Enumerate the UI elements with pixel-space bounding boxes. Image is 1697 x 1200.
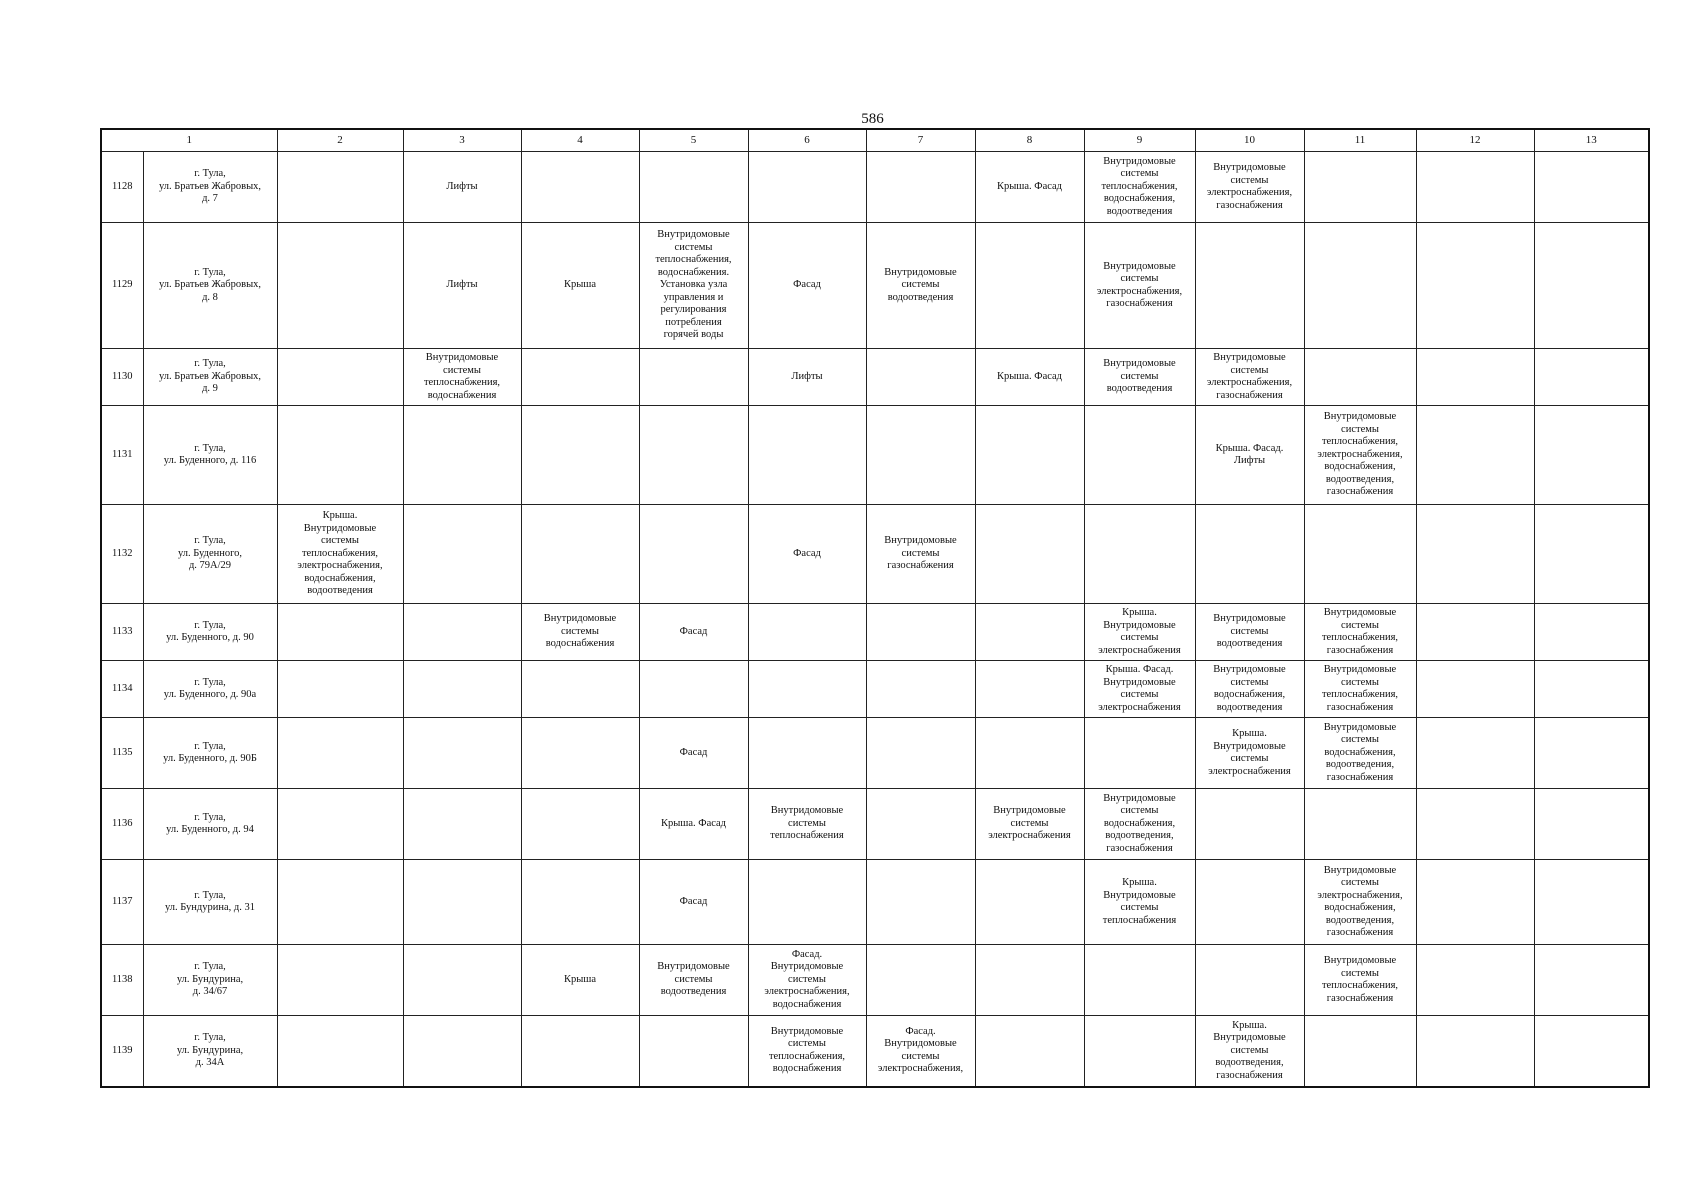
table-row (101, 661, 1649, 718)
work-cell-col-2 (277, 718, 403, 789)
work-cell-col-8 (975, 1016, 1084, 1087)
work-cell-col-6 (748, 152, 866, 223)
work-cell-col-6 (748, 406, 866, 505)
work-cell-col-3 (403, 604, 521, 661)
work-cell-col-8 (975, 718, 1084, 789)
work-cell-col-11: Внутридомовые системы теплоснабжения, газоснабжения (1304, 661, 1416, 718)
work-cell-col-4 (521, 860, 639, 945)
work-cell-col-2 (277, 349, 403, 406)
work-cell-col-6: Фасад. Внутридомовые системы электроснабжения, водоснабжения (748, 945, 866, 1016)
header-cell: 7 (866, 129, 975, 152)
work-cell-col-10: Внутридомовые системы водоснабжения, водоотведения (1195, 661, 1304, 718)
work-cell-col-12 (1416, 604, 1534, 661)
work-cell-col-10 (1195, 505, 1304, 604)
work-cell-col-12 (1416, 860, 1534, 945)
work-cell-col-2 (277, 789, 403, 860)
work-cell-col-3 (403, 406, 521, 505)
header-cell: 13 (1534, 129, 1649, 152)
work-cell-col-13 (1534, 718, 1649, 789)
work-cell-col-9: Внутридомовые системы водоснабжения, водоотведения, газоснабжения (1084, 789, 1195, 860)
work-cell-col-4 (521, 661, 639, 718)
work-cell-col-8 (975, 604, 1084, 661)
work-cell-col-8: Внутридомовые системы электроснабжения (975, 789, 1084, 860)
work-cell-col-9 (1084, 1016, 1195, 1087)
header-cell: 4 (521, 129, 639, 152)
address-cell: г. Тула, ул. Братьев Жабровых, д. 9 (143, 349, 277, 406)
address-cell: г. Тула, ул. Братьев Жабровых, д. 7 (143, 152, 277, 223)
work-cell-col-9: Крыша. Фасад. Внутридомовые системы электроснабжения (1084, 661, 1195, 718)
work-cell-col-2 (277, 860, 403, 945)
table-row (101, 945, 1649, 1016)
work-cell-col-4 (521, 349, 639, 406)
work-cell-col-3 (403, 945, 521, 1016)
work-cell-col-11 (1304, 223, 1416, 349)
work-cell-col-7: Внутридомовые системы газоснабжения (866, 505, 975, 604)
work-cell-col-10: Крыша. Внутридомовые системы электроснабжения (1195, 718, 1304, 789)
work-cell-col-6: Фасад (748, 505, 866, 604)
table-row (101, 718, 1649, 789)
repair-schedule-table (100, 128, 1650, 1088)
work-cell-col-6: Лифты (748, 349, 866, 406)
work-cell-col-8 (975, 860, 1084, 945)
address-cell: г. Тула, ул. Буденного, д. 90 (143, 604, 277, 661)
work-cell-col-8 (975, 406, 1084, 505)
work-cell-col-12 (1416, 718, 1534, 789)
header-cell: 6 (748, 129, 866, 152)
work-cell-col-10: Внутридомовые системы электроснабжения, газоснабжения (1195, 152, 1304, 223)
work-cell-col-4 (521, 152, 639, 223)
work-cell-col-12 (1416, 505, 1534, 604)
work-cell-col-10: Внутридомовые системы электроснабжения, газоснабжения (1195, 349, 1304, 406)
page-number: 586 (861, 111, 884, 127)
work-cell-col-2 (277, 1016, 403, 1087)
work-cell-col-4: Крыша (521, 945, 639, 1016)
work-cell-col-13 (1534, 152, 1649, 223)
work-cell-col-4 (521, 505, 639, 604)
row-number: 1130 (101, 349, 143, 406)
work-cell-col-13 (1534, 406, 1649, 505)
work-cell-col-2 (277, 661, 403, 718)
work-cell-col-10 (1195, 860, 1304, 945)
row-number: 1139 (101, 1016, 143, 1087)
address-cell: г. Тула, ул. Братьев Жабровых, д. 8 (143, 223, 277, 349)
work-cell-col-2 (277, 152, 403, 223)
address-cell: г. Тула, ул. Буденного, д. 90а (143, 661, 277, 718)
work-cell-col-9: Внутридомовые системы электроснабжения, газоснабжения (1084, 223, 1195, 349)
work-cell-col-13 (1534, 223, 1649, 349)
table-row (101, 223, 1649, 349)
address-cell: г. Тула, ул. Буденного, д. 79А/29 (143, 505, 277, 604)
address-cell: г. Тула, ул. Бундурина, д. 34А (143, 1016, 277, 1087)
work-cell-col-12 (1416, 223, 1534, 349)
work-cell-col-6 (748, 718, 866, 789)
work-cell-col-9 (1084, 406, 1195, 505)
row-number: 1138 (101, 945, 143, 1016)
header-cell: 1 (101, 129, 277, 152)
work-cell-col-5 (639, 1016, 748, 1087)
work-cell-col-6 (748, 604, 866, 661)
work-cell-col-10: Внутридомовые системы водоотведения (1195, 604, 1304, 661)
address-cell: г. Тула, ул. Бундурина, д. 34/67 (143, 945, 277, 1016)
row-number: 1137 (101, 860, 143, 945)
work-cell-col-9: Крыша. Внутридомовые системы теплоснабжения (1084, 860, 1195, 945)
work-cell-col-13 (1534, 945, 1649, 1016)
work-cell-col-7 (866, 406, 975, 505)
work-cell-col-2: Крыша. Внутридомовые системы теплоснабжения, электроснабжения, водоснабжения, водоотведения (277, 505, 403, 604)
work-cell-col-7 (866, 789, 975, 860)
work-cell-col-3 (403, 718, 521, 789)
work-cell-col-11: Внутридомовые системы теплоснабжения, газоснабжения (1304, 945, 1416, 1016)
table-row (101, 1016, 1649, 1087)
work-cell-col-8 (975, 661, 1084, 718)
work-cell-col-2 (277, 604, 403, 661)
work-cell-col-13 (1534, 789, 1649, 860)
work-cell-col-10 (1195, 945, 1304, 1016)
work-cell-col-12 (1416, 1016, 1534, 1087)
work-cell-col-5: Внутридомовые системы теплоснабжения, водоснабжения. Установка узла управления и регулирования потребления горячей воды (639, 223, 748, 349)
work-cell-col-4: Внутридомовые системы водоснабжения (521, 604, 639, 661)
work-cell-col-4: Крыша (521, 223, 639, 349)
work-cell-col-11 (1304, 505, 1416, 604)
work-cell-col-3 (403, 860, 521, 945)
table-row (101, 406, 1649, 505)
address-cell: г. Тула, ул. Буденного, д. 90Б (143, 718, 277, 789)
work-cell-col-7 (866, 718, 975, 789)
work-cell-col-5 (639, 349, 748, 406)
work-cell-col-13 (1534, 604, 1649, 661)
work-cell-col-7 (866, 604, 975, 661)
header-cell: 3 (403, 129, 521, 152)
header-cell: 5 (639, 129, 748, 152)
header-cell: 9 (1084, 129, 1195, 152)
work-cell-col-11 (1304, 789, 1416, 860)
work-cell-col-5: Фасад (639, 860, 748, 945)
row-number: 1134 (101, 661, 143, 718)
work-cell-col-11 (1304, 1016, 1416, 1087)
work-cell-col-9: Внутридомовые системы водоотведения (1084, 349, 1195, 406)
work-cell-col-4 (521, 789, 639, 860)
work-cell-col-13 (1534, 505, 1649, 604)
address-cell: г. Тула, ул. Буденного, д. 116 (143, 406, 277, 505)
work-cell-col-5 (639, 406, 748, 505)
table-row (101, 860, 1649, 945)
work-cell-col-11: Внутридомовые системы электроснабжения, водоснабжения, водоотведения, газоснабжения (1304, 860, 1416, 945)
work-cell-col-3 (403, 661, 521, 718)
work-cell-col-2 (277, 406, 403, 505)
address-cell: г. Тула, ул. Бундурина, д. 31 (143, 860, 277, 945)
table-row (101, 152, 1649, 223)
row-number: 1131 (101, 406, 143, 505)
work-cell-col-6: Фасад (748, 223, 866, 349)
work-cell-col-12 (1416, 406, 1534, 505)
work-cell-col-5 (639, 505, 748, 604)
table-row (101, 789, 1649, 860)
work-cell-col-11 (1304, 152, 1416, 223)
row-number: 1132 (101, 505, 143, 604)
work-cell-col-7: Фасад. Внутридомовые системы электроснабжения, (866, 1016, 975, 1087)
work-cell-col-9 (1084, 505, 1195, 604)
work-cell-col-7 (866, 860, 975, 945)
work-cell-col-2 (277, 945, 403, 1016)
work-cell-col-13 (1534, 1016, 1649, 1087)
work-cell-col-10 (1195, 789, 1304, 860)
work-cell-col-7 (866, 945, 975, 1016)
work-cell-col-2 (277, 223, 403, 349)
work-cell-col-6: Внутридомовые системы теплоснабжения (748, 789, 866, 860)
work-cell-col-12 (1416, 661, 1534, 718)
work-cell-col-7 (866, 152, 975, 223)
work-cell-col-3: Лифты (403, 152, 521, 223)
row-number: 1136 (101, 789, 143, 860)
work-cell-col-9 (1084, 945, 1195, 1016)
row-number: 1128 (101, 152, 143, 223)
work-cell-col-11: Внутридомовые системы водоснабжения, водоотведения, газоснабжения (1304, 718, 1416, 789)
work-cell-col-5: Крыша. Фасад (639, 789, 748, 860)
work-cell-col-10: Крыша. Внутридомовые системы водоотведения, газоснабжения (1195, 1016, 1304, 1087)
work-cell-col-7: Внутридомовые системы водоотведения (866, 223, 975, 349)
work-cell-col-5 (639, 661, 748, 718)
work-cell-col-3 (403, 1016, 521, 1087)
work-cell-col-3: Внутридомовые системы теплоснабжения, водоснабжения (403, 349, 521, 406)
header-cell: 2 (277, 129, 403, 152)
header-cell: 8 (975, 129, 1084, 152)
work-cell-col-13 (1534, 661, 1649, 718)
header-row (101, 129, 1649, 152)
header-cell: 11 (1304, 129, 1416, 152)
header-cell: 10 (1195, 129, 1304, 152)
work-cell-col-3 (403, 789, 521, 860)
work-cell-col-3 (403, 505, 521, 604)
row-number: 1135 (101, 718, 143, 789)
table-row (101, 604, 1649, 661)
work-cell-col-4 (521, 1016, 639, 1087)
work-cell-col-11: Внутридомовые системы теплоснабжения, газоснабжения (1304, 604, 1416, 661)
work-cell-col-5 (639, 152, 748, 223)
work-cell-col-12 (1416, 789, 1534, 860)
work-cell-col-4 (521, 406, 639, 505)
work-cell-col-12 (1416, 945, 1534, 1016)
work-cell-col-6 (748, 661, 866, 718)
work-cell-col-9: Крыша. Внутридомовые системы электроснабжения (1084, 604, 1195, 661)
row-number: 1133 (101, 604, 143, 661)
work-cell-col-5: Внутридомовые системы водоотведения (639, 945, 748, 1016)
work-cell-col-6 (748, 860, 866, 945)
work-cell-col-13 (1534, 349, 1649, 406)
work-cell-col-10 (1195, 223, 1304, 349)
work-cell-col-8: Крыша. Фасад (975, 349, 1084, 406)
work-cell-col-10: Крыша. Фасад. Лифты (1195, 406, 1304, 505)
header-cell: 12 (1416, 129, 1534, 152)
work-cell-col-12 (1416, 152, 1534, 223)
table-row (101, 505, 1649, 604)
address-cell: г. Тула, ул. Буденного, д. 94 (143, 789, 277, 860)
work-cell-col-9 (1084, 718, 1195, 789)
work-cell-col-8 (975, 223, 1084, 349)
table-body (101, 152, 1649, 1087)
work-cell-col-11: Внутридомовые системы теплоснабжения, электроснабжения, водоснабжения, водоотведения, газоснабжения (1304, 406, 1416, 505)
table-row (101, 349, 1649, 406)
work-cell-col-8 (975, 945, 1084, 1016)
work-cell-col-5: Фасад (639, 604, 748, 661)
work-cell-col-5: Фасад (639, 718, 748, 789)
work-cell-col-6: Внутридомовые системы теплоснабжения, водоснабжения (748, 1016, 866, 1087)
work-cell-col-13 (1534, 860, 1649, 945)
work-cell-col-7 (866, 349, 975, 406)
work-cell-col-12 (1416, 349, 1534, 406)
work-cell-col-9: Внутридомовые системы теплоснабжения, водоснабжения, водоотведения (1084, 152, 1195, 223)
work-cell-col-7 (866, 661, 975, 718)
row-number: 1129 (101, 223, 143, 349)
work-cell-col-11 (1304, 349, 1416, 406)
work-cell-col-8 (975, 505, 1084, 604)
work-cell-col-3: Лифты (403, 223, 521, 349)
work-cell-col-8: Крыша. Фасад (975, 152, 1084, 223)
work-cell-col-4 (521, 718, 639, 789)
